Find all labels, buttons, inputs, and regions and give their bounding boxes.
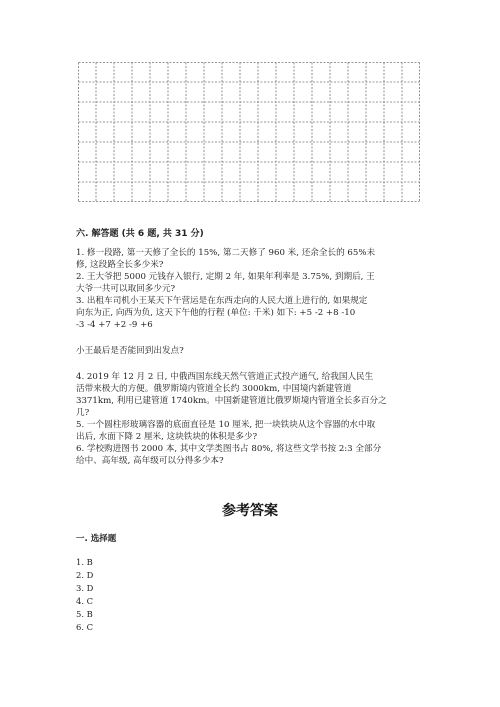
spacer: [76, 357, 426, 371]
problem-line: 修, 这段路全长多少米?: [76, 260, 164, 270]
problem-line: 大爷一共可以取回多少元?: [76, 284, 176, 294]
answer-item: 5. B: [76, 609, 93, 619]
section-six-title: 六. 解答题 (共 6 题, 共 31 分): [76, 229, 204, 239]
problem-line: 向东为正, 向西为负, 这天下午他的行程 (单位: 千米) 如下: +5 -2 +8 -10: [76, 308, 356, 318]
writing-grid: [78, 62, 420, 202]
problem-line: 活带来极大的方便。俄罗斯境内管道全长约 3000km, 中国境内新建管道: [76, 384, 352, 394]
writing-grid-lines: [78, 62, 420, 202]
answer-item: 1. B: [76, 557, 93, 567]
answer-list: [76, 556, 93, 634]
problem-line: -3 -4 +7 +2 -9 +6: [76, 320, 153, 330]
problem-line: 几?: [76, 408, 90, 418]
problem-line: 小王最后是否能回到出发点?: [76, 346, 184, 356]
answer-section-title: 一. 选择题: [76, 534, 117, 544]
problem-list: [76, 247, 426, 467]
problem-line: 给中、高年级, 高年级可以分得多少本?: [76, 456, 224, 466]
problem-line: 2. 王大爷把 5000 元钱存入银行, 定期 2 年, 如果年利率是 3.75%, 到期后, 王: [76, 272, 375, 282]
problem-line: 6. 学校购进图书 2000 本, 其中文学类图书占 80%, 将这些文学书按 2:3 全部分: [76, 444, 382, 454]
problem-line: 3. 出租车司机小王某天下午营运是在东西走向的人民大道上进行的, 如果规定: [76, 296, 368, 306]
answer-item: 2. D: [76, 570, 94, 580]
problem-line: 5. 一个圆柱形玻璃容器的底面直径是 10 厘米, 把一块铁块从这个容器的水中取: [76, 420, 376, 430]
problem-line: 3371km, 利用已建管道 1740km。中国新建管道比俄罗斯境内管道全长多百分之: [76, 396, 387, 406]
problem-line: 出后, 水面下降 2 厘米, 这块铁块的体积是多少?: [76, 432, 258, 442]
answer-item: 3. D: [76, 583, 94, 593]
answer-item: 6. C: [76, 622, 94, 632]
problem-line: 1. 修一段路, 第一天修了全长的 15%, 第二天修了 960 米, 还余全长的 65%未: [76, 248, 376, 258]
answer-item: 4. C: [76, 596, 94, 606]
answer-key-title: 参考答案: [222, 503, 278, 519]
spacer: [76, 331, 426, 345]
problem-line: 4. 2019 年 12 月 2 日, 中俄西国东线天然气管道正式投产通气, 给我国人民生: [76, 372, 374, 382]
